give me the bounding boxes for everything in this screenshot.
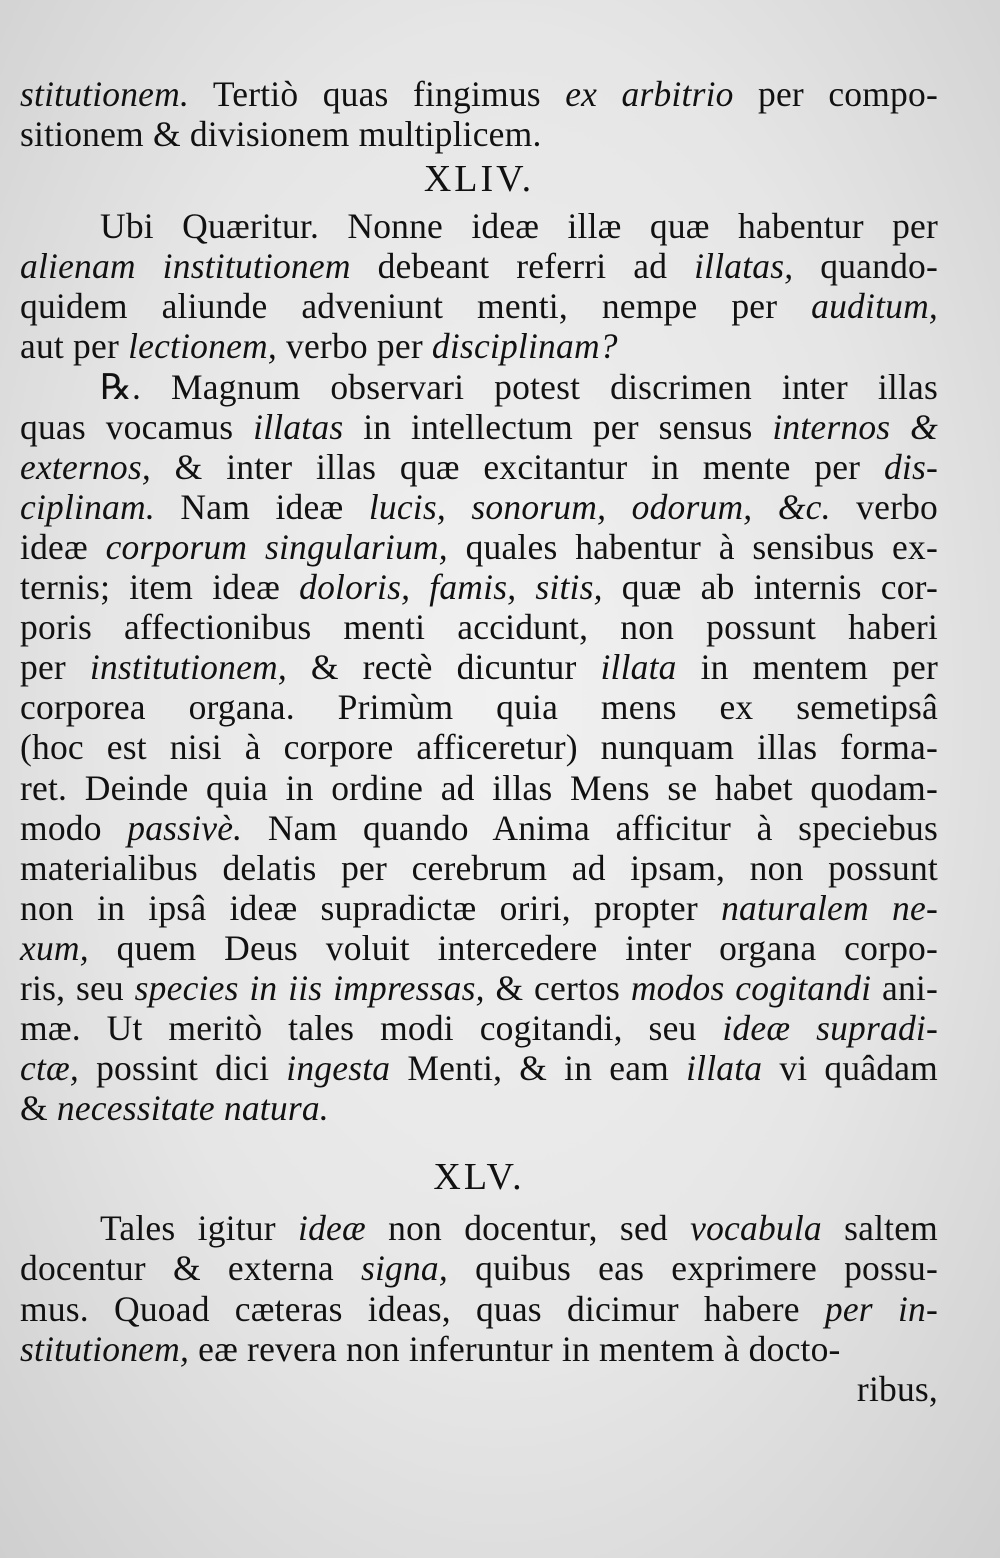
text-line (20, 808, 938, 848)
text-line (20, 1088, 938, 1128)
section-heading: XLIV. (423, 158, 535, 201)
text-run: ternis; item ideæ (20, 567, 300, 608)
text-line (20, 1248, 938, 1288)
text-run: vi quâdam (762, 1048, 938, 1089)
paragraph (20, 367, 938, 1129)
italic-run: disciplinam? (431, 326, 618, 367)
catchword: ribus, (856, 1368, 938, 1409)
text-run: verbo (830, 486, 938, 527)
italic-run: ideæ supradi- (722, 1008, 938, 1049)
text-run: ret. Deinde quia in ordine ad illas Mens se habet quodam- (20, 767, 938, 808)
text-run: docentur & externa (20, 1248, 361, 1289)
text-run: & (20, 1088, 57, 1129)
text-line (20, 888, 938, 928)
text-run: mus. Quoad cæteras ideas, quas dicimur habere (20, 1288, 825, 1329)
italic-run: per in- (824, 1288, 938, 1329)
text-line (20, 1048, 938, 1088)
paragraph (20, 74, 938, 154)
italic-run: externos, (20, 446, 151, 487)
italic-run: illata (686, 1048, 763, 1089)
text-run: in mentem per (676, 647, 938, 688)
italic-run: vocabula (690, 1208, 822, 1249)
italic-run: corporum singularium, (105, 526, 448, 567)
text-run: quem Deus voluit intercedere inter organa corpo- (88, 927, 938, 968)
text-run: ideæ (20, 526, 106, 567)
text-run: quibus eas exprimere possu- (447, 1248, 938, 1289)
text-run: quales habentur à sensibus ex- (447, 526, 938, 567)
text-run: eæ revera non inferuntur in mentem à docto- (189, 1328, 841, 1369)
text-run: aut per (20, 326, 129, 367)
text-line (20, 928, 938, 968)
text-run: possint dici (78, 1048, 287, 1089)
text-line (20, 1329, 938, 1369)
text-run: poris affectionibus menti accidunt, non possunt haberi (20, 607, 938, 648)
text-run: non in ipsâ ideæ supradictæ oriri, propter (20, 887, 722, 928)
text-run: sitionem & divisionem multiplicem. (20, 114, 542, 155)
text-line (20, 487, 938, 527)
italic-run: species in iis impressas, (134, 967, 485, 1008)
text-run: per (20, 647, 90, 688)
text-run: mæ. Ut meritò tales modi cogitandi, seu (20, 1008, 723, 1049)
text-run: per compo- (733, 74, 938, 114)
text-line (20, 968, 938, 1008)
italic-run: stitutionem, (20, 1328, 190, 1369)
text-run: verbo per (276, 326, 432, 367)
italic-run: ideæ (298, 1208, 366, 1249)
italic-run: institutionem, (89, 647, 287, 688)
italic-run: ctæ, (20, 1048, 79, 1089)
italic-run: modos cogitandi (630, 967, 872, 1008)
text-run: saltem (821, 1208, 938, 1249)
section-heading: XLV. (433, 1156, 525, 1199)
text-run: ani- (871, 967, 938, 1008)
text-run: corporea organa. Primùm quia mens ex semetipsâ (20, 687, 938, 728)
text-line (20, 286, 938, 326)
text-run: quas vocamus (20, 406, 254, 447)
italic-run: internos & (772, 406, 938, 447)
italic-run: dis- (883, 446, 938, 487)
text-line (20, 527, 938, 567)
text-line (20, 1008, 938, 1048)
text-line (20, 607, 938, 647)
text-line (20, 1289, 938, 1329)
text-run: in intellectum per sensus (343, 406, 773, 447)
text-run: modo (20, 807, 128, 848)
text-line (20, 367, 938, 407)
italic-run: auditum, (811, 286, 938, 327)
text-run: Tales igitur (100, 1208, 299, 1249)
text-run: Menti, & in eam (390, 1048, 687, 1089)
italic-run: illatas, (694, 246, 794, 287)
text-run: Nam ideæ (154, 486, 369, 527)
italic-run: ciplinam. (20, 486, 155, 527)
text-run: & rectè dicuntur (286, 647, 601, 688)
text-run: quæ ab internis cor- (602, 567, 938, 608)
text-line (20, 848, 938, 888)
text-line (20, 246, 938, 286)
italic-run: naturalem ne- (721, 887, 938, 928)
text-run: (hoc est nisi à corpore afficeretur) nunquam illas forma- (20, 727, 938, 768)
italic-run: ex arbitrio (565, 74, 734, 114)
text-run: non docentur, sed (365, 1208, 691, 1249)
text-line (20, 407, 938, 447)
text-line (20, 447, 938, 487)
text-line (20, 326, 938, 366)
text-run: Tertiò quas fingimus (189, 74, 566, 114)
text-body (20, 74, 938, 1409)
text-run: debeant referri ad (350, 246, 695, 287)
italic-run: illata (600, 647, 677, 688)
text-run: Nam quando Anima afficitur à speciebus (242, 807, 939, 848)
text-run: quidem aliunde adveniunt menti, nempe per (20, 286, 812, 327)
text-run: & inter illas quæ excitantur in mente per (150, 446, 884, 487)
text-line (20, 74, 938, 114)
text-line (20, 567, 938, 607)
text-line (20, 768, 938, 808)
italic-run: ingesta (286, 1048, 391, 1089)
italic-run: doloris, famis, sitis, (299, 567, 603, 608)
text-line (20, 1208, 938, 1248)
text-run: ℞. Magnum observari potest discrimen inter illas (100, 366, 938, 407)
italic-run: lectionem, (128, 326, 277, 367)
italic-run: signa, (360, 1248, 448, 1289)
paragraph (20, 206, 938, 366)
paragraph (20, 1208, 938, 1368)
text-run: quando- (793, 246, 938, 287)
text-line (20, 114, 938, 154)
italic-run: passivè. (127, 807, 243, 848)
text-run: Ubi Quæritur. Nonne ideæ illæ quæ habentur per (100, 206, 938, 247)
italic-run: stitutionem. (20, 74, 190, 114)
italic-run: illatas (253, 406, 344, 447)
text-line (20, 727, 938, 767)
text-line (20, 206, 938, 246)
text-run: materialibus delatis per cerebrum ad ipsam, non possunt (20, 847, 938, 888)
italic-run: lucis, sonorum, odorum, &c. (368, 486, 831, 527)
italic-run: alienam institutionem (20, 246, 351, 287)
text-line (20, 687, 938, 727)
text-run: & certos (484, 967, 631, 1008)
italic-run: necessitate natura. (56, 1088, 329, 1129)
text-line (20, 647, 938, 687)
text-run: ris, seu (20, 967, 135, 1008)
italic-run: xum, (20, 927, 89, 968)
